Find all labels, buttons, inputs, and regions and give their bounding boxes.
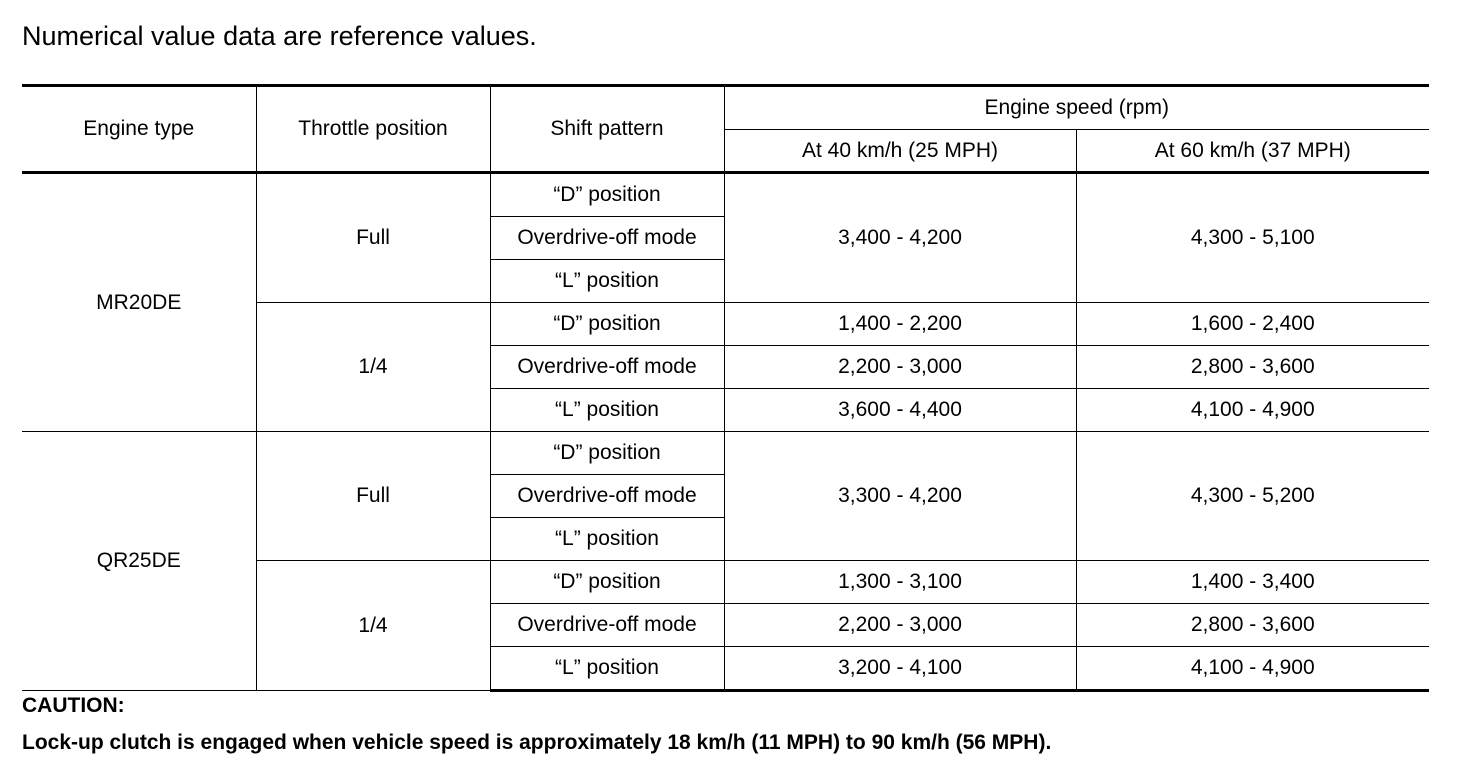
intro-note: Numerical value data are reference values.	[22, 21, 537, 51]
speed-40-cell: 3,600 - 4,400	[724, 389, 1076, 432]
speed-40-cell: 1,300 - 3,100	[724, 561, 1076, 604]
shift-pattern-cell: “D” position	[490, 432, 724, 475]
table-row	[22, 173, 1429, 217]
shift-pattern-cell: “L” position	[490, 389, 724, 432]
speed-40-cell: 2,200 - 3,000	[724, 346, 1076, 389]
throttle-cell: 1/4	[256, 561, 490, 691]
throttle-cell: Full	[256, 432, 490, 561]
table-row	[22, 432, 1429, 475]
speed-60-cell: 4,100 - 4,900	[1076, 647, 1429, 691]
shift-pattern-cell: “D” position	[490, 173, 724, 217]
shift-pattern-cell: “D” position	[490, 303, 724, 346]
engine-speed-table	[22, 84, 1429, 692]
engine-type-cell: MR20DE	[22, 173, 256, 432]
engine-type-cell: QR25DE	[22, 432, 256, 691]
header-at-60: At 60 km/h (37 MPH)	[1076, 130, 1429, 173]
speed-60-cell: 4,300 - 5,100	[1076, 173, 1429, 303]
speed-60-cell: 4,100 - 4,900	[1076, 389, 1429, 432]
header-throttle-position: Throttle position	[256, 86, 490, 173]
header-at-40: At 40 km/h (25 MPH)	[724, 130, 1076, 173]
speed-40-cell: 3,400 - 4,200	[724, 173, 1076, 303]
header-engine-speed: Engine speed (rpm)	[724, 86, 1429, 130]
caution-title: CAUTION:	[22, 694, 125, 717]
throttle-cell: 1/4	[256, 303, 490, 432]
shift-pattern-cell: Overdrive-off mode	[490, 604, 724, 647]
speed-60-cell: 4,300 - 5,200	[1076, 432, 1429, 561]
speed-60-cell: 1,400 - 3,400	[1076, 561, 1429, 604]
throttle-cell: Full	[256, 173, 490, 303]
speed-40-cell: 3,200 - 4,100	[724, 647, 1076, 691]
speed-60-cell: 1,600 - 2,400	[1076, 303, 1429, 346]
shift-pattern-cell: “L” position	[490, 518, 724, 561]
shift-pattern-cell: “L” position	[490, 647, 724, 691]
caution-text: Lock-up clutch is engaged when vehicle speed is approximately 18 km/h (11 MPH) to 90 km/h (56 MPH).	[22, 731, 1052, 754]
header-engine-type: Engine type	[22, 86, 256, 173]
speed-60-cell: 2,800 - 3,600	[1076, 346, 1429, 389]
speed-40-cell: 3,300 - 4,200	[724, 432, 1076, 561]
shift-pattern-cell: Overdrive-off mode	[490, 346, 724, 389]
shift-pattern-cell: Overdrive-off mode	[490, 475, 724, 518]
shift-pattern-cell: “D” position	[490, 561, 724, 604]
shift-pattern-cell: Overdrive-off mode	[490, 217, 724, 260]
speed-40-cell: 1,400 - 2,200	[724, 303, 1076, 346]
shift-pattern-cell: “L” position	[490, 260, 724, 303]
speed-60-cell: 2,800 - 3,600	[1076, 604, 1429, 647]
speed-40-cell: 2,200 - 3,000	[724, 604, 1076, 647]
header-shift-pattern: Shift pattern	[490, 86, 724, 173]
caution-block	[22, 690, 1051, 759]
